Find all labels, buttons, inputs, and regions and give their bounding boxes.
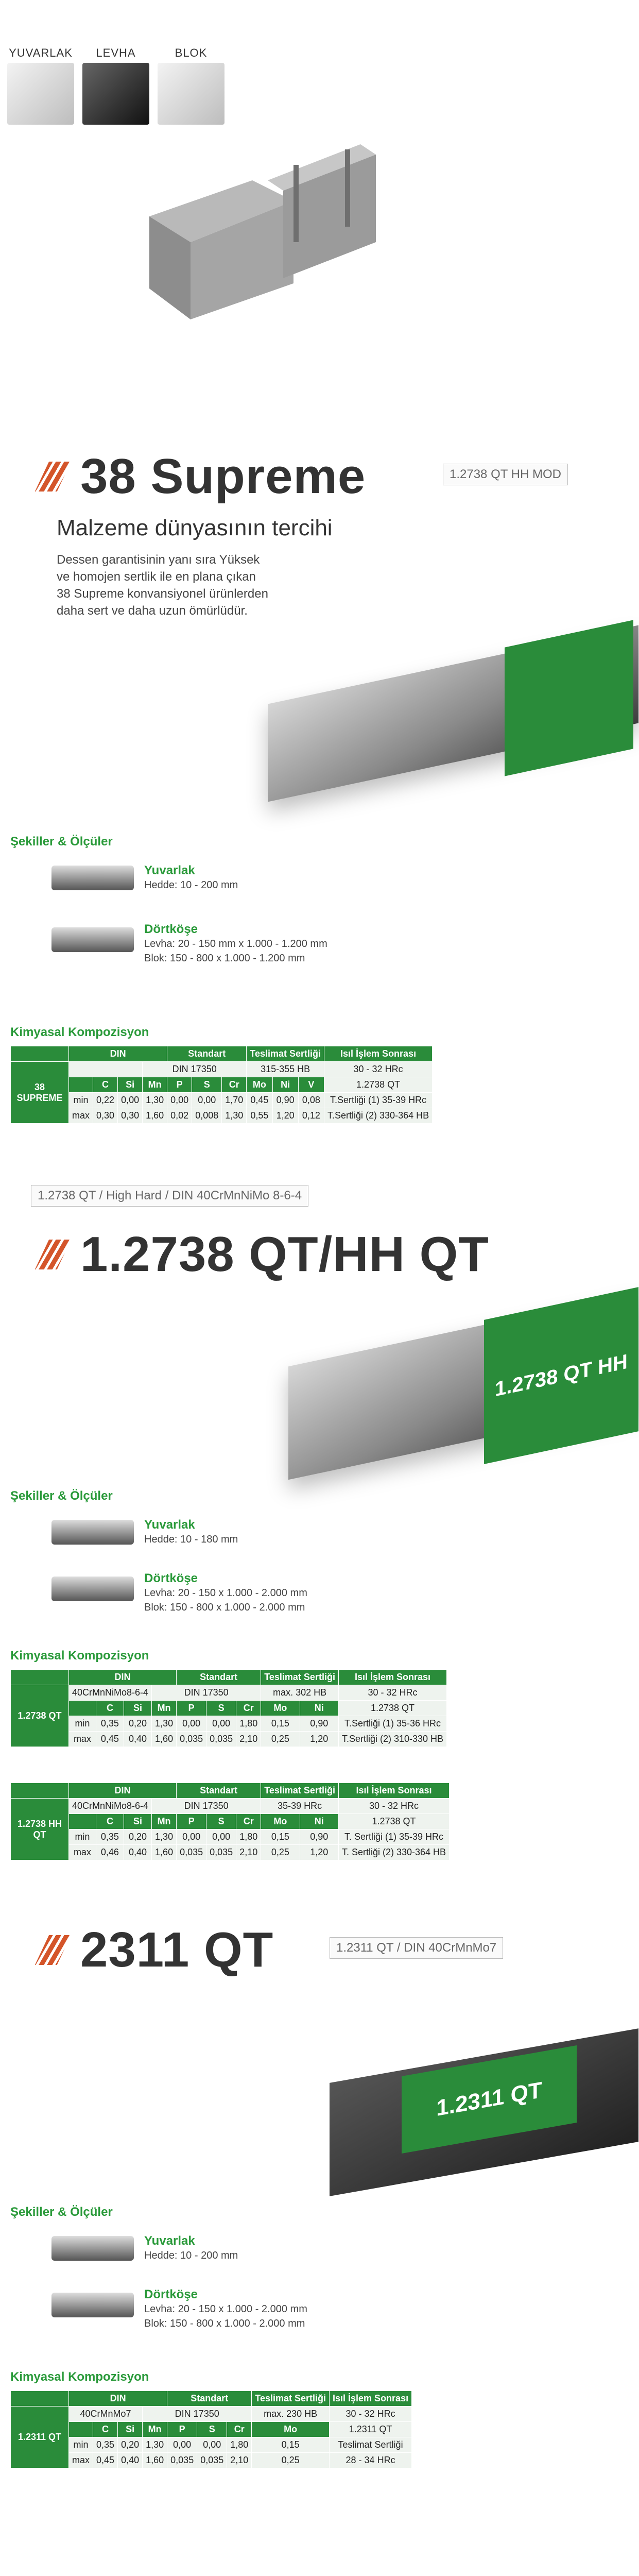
- plate-dims: Levha: 20 - 150 x 1.000 - 2.000 mm: [144, 1587, 307, 1599]
- plate-image: [82, 63, 149, 125]
- block-dims: Blok: 150 - 800 x 1.000 - 2.000 mm: [144, 1602, 305, 1613]
- square-plates-icon: [51, 2293, 134, 2317]
- product-code: 1.2738 QT HH MOD: [443, 464, 568, 485]
- product-code: 1.2311 QT / DIN 40CrMnMo7: [330, 1937, 503, 1959]
- round-bar-image: [7, 63, 74, 125]
- round-dims: Hedde: 10 - 200 mm: [144, 2250, 238, 2261]
- shapes-label: Şekiller & Ölçüler: [10, 835, 113, 849]
- block-dims: Blok: 150 - 800 x 1.000 - 2.000 mm: [144, 2318, 305, 2329]
- tab-label: BLOK: [175, 46, 208, 59]
- chem-table-1-2738-hh-qt: DIN Standart Teslimat Sertliği Isıl İşlem Sonrası 1.2738 HH QT 40CrMnNiMo8-6-4 DIN 17350 35-39 HRc 30 - 32 HRc C Si Mn P S Cr Mo Ni 1.2738 QT min 0,35 0,20 1,30 0,00 0,00 1,80 0,15 0,90 T. Sertliği (1) 35-39 HRc max 0,46 0,40 1,60 0,035 0,035 2,10 0,25 1,20 T. Sertliği (2) 330-364 HB: [10, 1783, 450, 1860]
- round-name: Yuvarlak: [144, 2234, 195, 2248]
- mold-image: [139, 134, 381, 361]
- square-name: Dörtköşe: [144, 2287, 198, 2301]
- chem-table-38-supreme: DIN Standart Teslimat Sertliği Isıl İşlem Sonrası 38 SUPREME DIN 17350 315-355 HB 30 - 32 HRc C Si Mn P S Cr Mo Ni V 1.2738 QT min 0,22 0,00 1,30 0,00 0,00 1,70 0,45 0,90 0,08 T.Sertliği (1) 35-39 HRc max 0,30 0,30 1,60 0,02 0,008 1,30 0,55 1,20 0,12 T.Sertliği (2) 330-364 HB: [10, 1046, 433, 1124]
- product-subtitle: Malzeme dünyasının tercihi: [57, 515, 333, 540]
- p1-block-image: [268, 634, 638, 788]
- chem-table-2311-qt: DIN Standart Teslimat Sertliği Isıl İşlem Sonrası 1.2311 QT 40CrMnMo7 DIN 17350 max. 230 HB 30 - 32 HRc C Si Mn P S Cr Mo 1.2311 QT min 0,35 0,20 1,30 0,00 0,00 1,80 0,15 Teslimat Sertliği max 0,45 0,40 1,60 0,035 0,035 2,10 0,25 28 - 34 HRc: [10, 2391, 412, 2468]
- plate-dims: Levha: 20 - 150 mm x 1.000 - 1.200 mm: [144, 938, 327, 950]
- square-plates-icon: [51, 1577, 134, 1601]
- round-name: Yuvarlak: [144, 1518, 195, 1532]
- square-name: Dörtköşe: [144, 1571, 198, 1585]
- brand-stripe-icon: [31, 462, 71, 492]
- chem-label: Kimyasal Kompozisyon: [10, 1025, 149, 1039]
- chem-label: Kimyasal Kompozisyon: [10, 2370, 149, 2384]
- round-bars-icon: [51, 866, 134, 890]
- product-code: 1.2738 QT / High Hard / DIN 40CrMnNiMo 8-6-4: [31, 1185, 308, 1207]
- brand-stripe-icon: [31, 1935, 71, 1965]
- p2-block-image: [268, 1298, 638, 1473]
- p3-block-image: [330, 2025, 638, 2195]
- block-dims: Blok: 150 - 800 x 1.000 - 1.200 mm: [144, 953, 305, 964]
- round-dims: Hedde: 10 - 200 mm: [144, 879, 238, 891]
- tab-label: LEVHA: [96, 46, 136, 59]
- shapes-label: Şekiller & Ölçüler: [10, 2205, 113, 2219]
- round-name: Yuvarlak: [144, 863, 195, 877]
- block-image: [158, 63, 224, 125]
- tab-plate[interactable]: [82, 46, 149, 125]
- round-dims: Hedde: 10 - 180 mm: [144, 1534, 238, 1545]
- tab-round[interactable]: [7, 46, 74, 125]
- product-name: 1.2738 QT/HH QT: [80, 1227, 489, 1282]
- shapes-label: Şekiller & Ölçüler: [10, 1489, 113, 1503]
- p3-title: [31, 1922, 273, 1978]
- block-label: 1.2738 QT HH: [484, 1287, 638, 1464]
- chem-label: Kimyasal Kompozisyon: [10, 1649, 149, 1663]
- product-shape-tabs: [7, 46, 224, 125]
- product-description: Dessen garantisinin yanı sıra Yüksek ve homojen sertlik ile en plana çıkan 38 Supreme konvansiyonel ürünlerden daha sert ve daha uzun ömürlüdür.: [57, 553, 268, 618]
- block-label: 1.2311 QT: [402, 2045, 577, 2154]
- brand-stripe-icon: [31, 1240, 71, 1269]
- square-plates-icon: [51, 927, 134, 952]
- product-name: 38 Supreme: [80, 449, 366, 504]
- plate-dims: Levha: 20 - 150 x 1.000 - 2.000 mm: [144, 2303, 307, 2315]
- round-bars-icon: [51, 1520, 134, 1545]
- round-bars-icon: [51, 2236, 134, 2261]
- p1-title: [31, 448, 366, 505]
- p2-title: [31, 1226, 489, 1283]
- chem-table-1-2738-qt: DIN Standart Teslimat Sertliği Isıl İşlem Sonrası 1.2738 QT 40CrMnNiMo8-6-4 DIN 17350 max. 302 HB 30 - 32 HRc C Si Mn P S Cr Mo Ni 1.2738 QT min 0,35 0,20 1,30 0,00 0,00 1,80 0,15 0,90 T.Sertliği (1) 35-36 HRc max 0,45 0,40 1,60 0,035 0,035 2,10 0,25 1,20 T.Sertliği (2) 310-330 HB: [10, 1669, 447, 1747]
- tab-block[interactable]: [158, 46, 224, 125]
- square-name: Dörtköşe: [144, 922, 198, 936]
- product-name: 2311 QT: [80, 1922, 274, 1977]
- tab-label: YUVARLAK: [9, 46, 73, 59]
